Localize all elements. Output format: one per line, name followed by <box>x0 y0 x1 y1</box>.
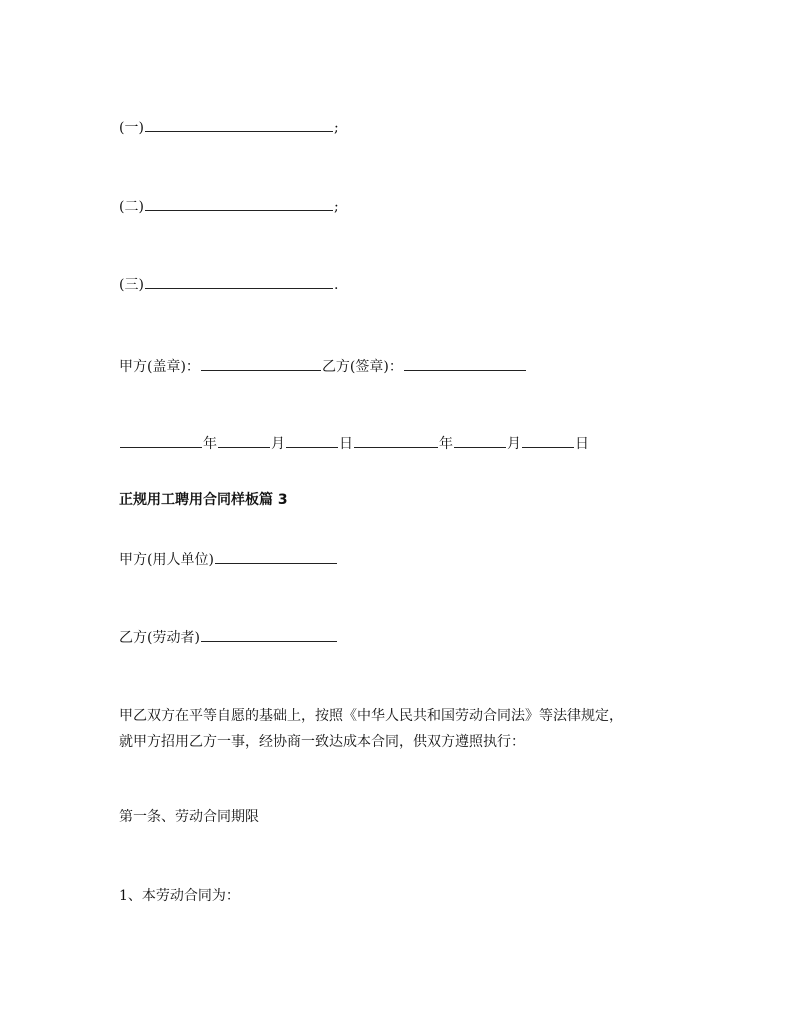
year-blank <box>120 433 202 448</box>
item-prefix: (二) <box>119 199 144 215</box>
list-item-3 <box>119 274 338 295</box>
month-label: 月 <box>507 436 521 452</box>
day-label: 日 <box>575 436 589 452</box>
item-prefix: (三) <box>119 277 144 293</box>
list-item-1 <box>119 117 339 138</box>
article-1-title: 第一条、劳动合同期限 <box>119 809 259 825</box>
item-suffix: ; <box>333 199 339 215</box>
day-blank <box>522 433 574 448</box>
month-label: 月 <box>271 436 285 452</box>
party-b-label: 乙方(劳动者) <box>119 630 200 646</box>
party-a-line <box>119 549 338 570</box>
date-line <box>119 433 589 454</box>
year-blank <box>354 433 438 448</box>
party-b-sign-blank <box>404 356 526 371</box>
item-prefix: (一) <box>119 120 144 136</box>
fill-in-blank <box>145 196 333 211</box>
fill-in-blank <box>145 117 333 132</box>
month-blank <box>454 433 506 448</box>
section-heading: 正规用工聘用合同样板篇 3 <box>119 492 288 508</box>
party-b-blank <box>201 627 337 642</box>
item-suffix: ; <box>333 120 339 136</box>
clause-1: 1、本劳动合同为： <box>119 888 240 904</box>
signature-line <box>119 356 527 377</box>
list-item-2 <box>119 196 339 217</box>
party-b-line <box>119 627 338 648</box>
party-a-label: 甲方(用人单位) <box>119 552 214 568</box>
party-a-seal-label: 甲方(盖章)： <box>119 359 200 375</box>
party-a-blank <box>215 549 337 564</box>
year-label: 年 <box>203 436 217 452</box>
party-b-sign-label: 乙方(签章)： <box>321 359 403 375</box>
fill-in-blank <box>145 274 333 289</box>
day-blank <box>286 433 338 448</box>
year-label: 年 <box>439 436 453 452</box>
party-a-seal-blank <box>201 356 321 371</box>
intro-paragraph-line-1: 甲乙双方在平等自愿的基础上，按照《中华人民共和国劳动合同法》等法律规定， <box>119 708 623 724</box>
intro-paragraph-line-2: 就甲方招用乙方一事，经协商一致达成本合同，供双方遵照执行： <box>119 734 525 750</box>
month-blank <box>218 433 270 448</box>
item-suffix: . <box>333 277 339 293</box>
day-label: 日 <box>339 436 353 452</box>
